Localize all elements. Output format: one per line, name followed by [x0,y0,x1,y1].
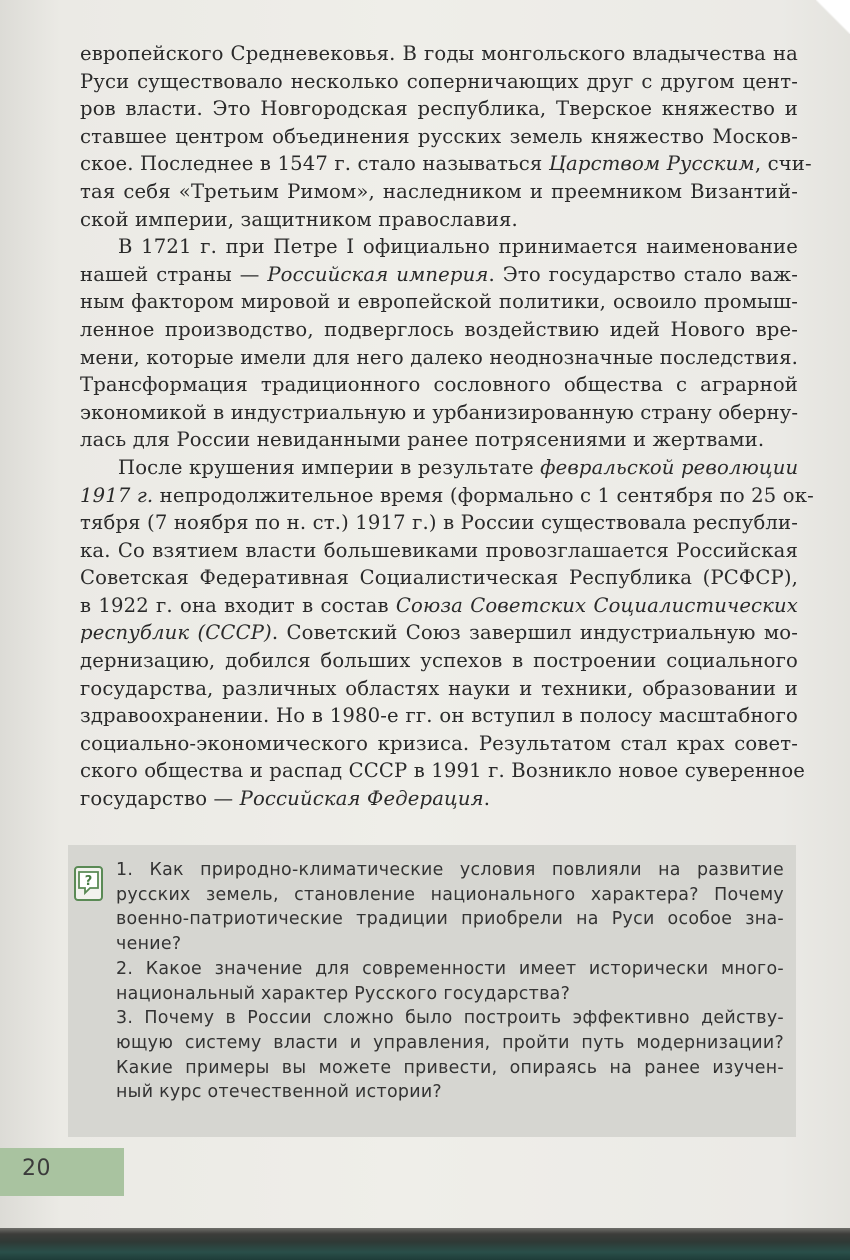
main-text [80,40,814,813]
questions-text [116,858,784,1105]
paragraph-3 [80,454,814,813]
text-line: тая себя «Третьим Римом», наследником и преемником Византий- [80,179,798,203]
italic-term: Союза Советских Социалистических [395,593,799,617]
text-line: ров власти. Это Новгородская республика, Тверское княжество и [80,97,798,121]
text-line: тября (7 ноября по н. ст.) 1917 г.) в России существовала республи- [80,511,798,535]
italic-term: Российская империя [267,262,489,286]
text-line: социально-экономического кризиса. Результатом стал крах совет- [80,731,798,755]
text-line: государство — Российская Федерация. [80,787,491,811]
text-line: Руси существовало несколько соперничающих друг с другом цент- [80,69,798,93]
question-line: военно-патриотические традиции приобрели на Руси особое зна- [116,909,784,930]
text-line: лась для России невиданными ранее потрясениями и жертвами. [80,428,765,452]
question-line: ный курс отечественной истории? [116,1082,442,1103]
text-line: Трансформация традиционного сословного общества с аграрной [80,373,798,397]
text-line: ленное производство, подверглось воздействию идей Нового вре- [80,317,798,341]
page-corner [816,0,850,34]
text-line: государства, различных областях науки и техники, образовании и [80,676,798,700]
italic-term: Царством Русским [548,152,755,176]
text-line: нашей страны — Российская империя. Это государство стало важ- [80,262,799,286]
text-line: европейского Средневековья. В годы монгольского владычества на [80,42,798,65]
text-line: ным фактором мировой и европейской политики, освоило промыш- [80,290,798,314]
question-line: 2. Какое значение для современности имеет исторически много- [116,958,784,979]
page-number-band [0,1148,124,1196]
text-line: ской империи, защитником православия. [80,207,518,231]
svg-text:?: ? [84,874,93,889]
paragraph-1 [80,40,812,233]
question-line: Какие примеры вы можете привести, опираясь на ранее изучен- [116,1057,784,1078]
text-line: экономикой в индустриальную и урбанизированную страну оберну- [80,400,799,424]
italic-term: Российская Федерация [239,787,484,811]
text-line: ского общества и распад СССР в 1991 г. Возникло новое суверенное [80,759,806,783]
text-line: республик (СССР). Советский Союз завершил индустриальную мо- [80,621,798,645]
italic-term: республик (СССР) [80,621,272,645]
text-line: После крушения империи в результате февральской революции [118,455,799,479]
question-bubble-icon [74,863,104,901]
text-line: Советская Федеративная Социалистическая Республика (РСФСР), [80,566,798,590]
text-line: 1917 г. непродолжительное время (формально с 1 сентября по 25 ок- [80,483,814,507]
text-line: в 1922 г. она входит в состав Союза Советских Социалистических [80,593,799,617]
question-line: ющую систему власти и управления, пройти путь модернизации? [116,1032,784,1053]
question-line: 3. Почему в России сложно было построить эффективно действу- [116,1008,784,1029]
text-line: дернизацию, добился больших успехов в построении социального [80,649,798,673]
text-line: мени, которые имели для него далеко неоднозначные последствия. [80,345,798,369]
italic-term: 1917 г. [80,483,154,507]
italic-term: февральской революции [540,455,799,479]
text-line: ка. Со взятием власти большевиками провозглашается Российская [80,538,798,562]
question-line: национальный характер Русского государства? [116,983,571,1004]
question-line: чение? [116,934,182,955]
question-line: русских земель, становление национального характера? Почему [116,884,784,905]
text-line: здравоохранении. Но в 1980-е гг. он вступил в полосу масштабного [80,704,798,728]
bottom-edge-strip [0,1228,850,1260]
question-line: 1. Как природно-климатические условия повлияли на развитие [116,860,784,880]
text-line: ставшее центром объединения русских земель княжество Москов- [80,124,798,148]
paragraph-2 [80,233,798,454]
page-number: 20 [22,1156,51,1181]
text-line: В 1721 г. при Петре I официально принимается наименование [118,235,798,259]
text-line: ское. Последнее в 1547 г. стало называться Царством Русским, счи- [80,152,812,176]
